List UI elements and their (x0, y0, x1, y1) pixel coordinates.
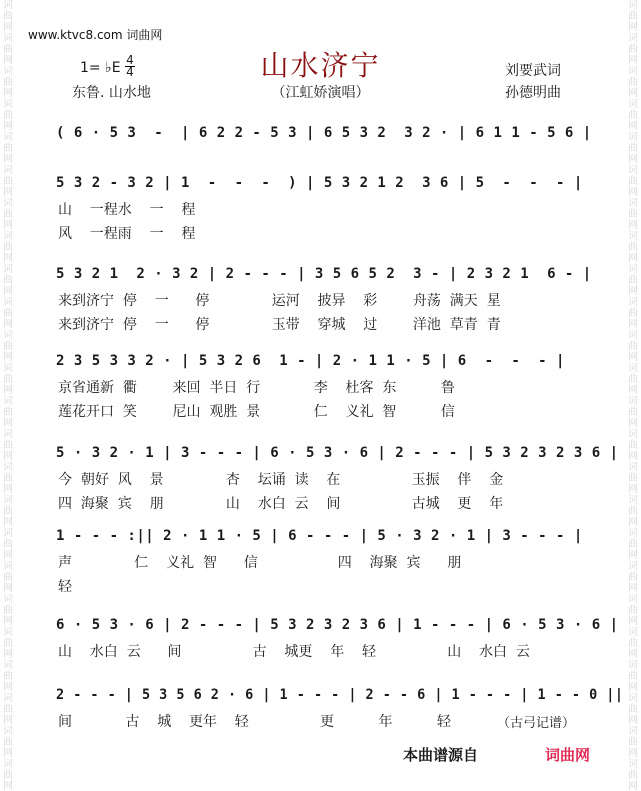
watermark-char: 网 (3, 781, 13, 791)
watermark-char: 网 (3, 88, 13, 99)
score-line-notes: 6 · 5 3 · 6 | 2 - - - | 5 3 2 3 2 3 6 | 1 - - - | 6 · 5 3 · 6 | (56, 617, 619, 633)
watermark-char: 曲 (628, 539, 638, 550)
source-brand[interactable]: 词曲网 (545, 746, 591, 764)
watermark-char: 词 (3, 396, 13, 407)
watermark-char: 词 (3, 66, 13, 77)
watermark-char: 曲 (628, 374, 638, 385)
watermark-char: 词 (3, 726, 13, 737)
watermark-char: 词 (628, 66, 638, 77)
watermark-char: 词 (3, 627, 13, 638)
watermark-char: 网 (628, 484, 638, 495)
watermark-char: 网 (628, 88, 638, 99)
watermark-char: 网 (3, 715, 13, 726)
watermark-char: 词 (628, 462, 638, 473)
watermark-char: 网 (3, 286, 13, 297)
watermark-char: 词 (628, 363, 638, 374)
style-marking: 东鲁. 山水地 (72, 85, 151, 101)
watermark-char: 曲 (3, 440, 13, 451)
watermark-char: 词 (3, 99, 13, 110)
watermark-char: 曲 (3, 110, 13, 121)
watermark-char: 曲 (628, 11, 638, 22)
watermark-char: 网 (628, 649, 638, 660)
watermark-char: 曲 (628, 605, 638, 616)
watermark-char: 曲 (628, 473, 638, 484)
watermark-char: 曲 (3, 638, 13, 649)
lyric-line-verse-1: 间 古 城 更年 轻 更 年 轻 (58, 714, 452, 730)
watermark-char: 曲 (3, 209, 13, 220)
watermark-char: 网 (628, 517, 638, 528)
watermark-char: 词 (628, 132, 638, 143)
watermark-char: 网 (628, 385, 638, 396)
transcriber-credit: （古弓记谱） (497, 716, 576, 731)
watermark-char: 曲 (628, 341, 638, 352)
watermark-char: 曲 (628, 704, 638, 715)
watermark-char: 曲 (3, 572, 13, 583)
watermark-char: 曲 (628, 770, 638, 781)
score-line-notes: 5 · 3 2 · 1 | 3 - - - | 6 · 5 3 · 6 | 2 - - - | 5 3 2 3 2 3 6 | (56, 445, 619, 461)
song-title: 山水济宁 (260, 49, 381, 82)
watermark-char: 曲 (3, 275, 13, 286)
watermark-char: 词 (3, 693, 13, 704)
lyric-line-verse-2: 轻 (58, 579, 72, 595)
meter-bottom: 4 (126, 65, 134, 79)
watermark-char: 曲 (3, 770, 13, 781)
watermark-char: 网 (628, 154, 638, 165)
lyric-line-verse-2: 风 一程雨 一 程 (58, 226, 196, 242)
watermark-char: 曲 (3, 473, 13, 484)
watermark-char: 曲 (628, 671, 638, 682)
watermark-char: 曲 (628, 242, 638, 253)
watermark-char: 网 (628, 22, 638, 33)
watermark-char: 网 (628, 418, 638, 429)
lyric-line-verse-2: 四 海聚 宾 朋 山 水白 云 间 古城 更 年 (58, 496, 504, 512)
watermark-char: 曲 (628, 440, 638, 451)
score-line-notes: 1 - - - :|| 2 · 1 1 · 5 | 6 - - - | 5 · 3 2 · 1 | 3 - - - | (56, 528, 583, 544)
watermark-char: 词 (3, 231, 13, 242)
watermark-char: 网 (3, 649, 13, 660)
watermark-char: 网 (628, 352, 638, 363)
watermark-char: 网 (628, 451, 638, 462)
watermark-char: 网 (3, 154, 13, 165)
watermark-char: 曲 (3, 242, 13, 253)
watermark-char: 网 (628, 616, 638, 627)
watermark-char: 曲 (628, 737, 638, 748)
watermark-char: 网 (628, 286, 638, 297)
watermark-char: 网 (3, 253, 13, 264)
watermark-char: 词 (628, 297, 638, 308)
watermark-char: 词 (3, 132, 13, 143)
watermark-char: 网 (3, 55, 13, 66)
watermark-char: 网 (628, 121, 638, 132)
watermark-char: 网 (3, 352, 13, 363)
watermark-char: 网 (3, 484, 13, 495)
site-url[interactable]: www.ktvc8.com 词曲网 (28, 28, 163, 42)
watermark-char: 曲 (628, 407, 638, 418)
watermark-char: 曲 (628, 143, 638, 154)
lyric-line-verse-2: 莲花开口 笑 尼山 观胜 景 仁 义礼 智 信 (58, 404, 455, 420)
watermark-char: 词 (628, 330, 638, 341)
watermark-char: 曲 (3, 407, 13, 418)
watermark-char: 曲 (3, 506, 13, 517)
watermark-char: 词 (3, 363, 13, 374)
score-line-notes: 2 - - - | 5 3 5 6 2 · 6 | 1 - - - | 2 - - 6 | 1 - - - | 1 - - 0 || (56, 687, 624, 703)
watermark-char: 词 (3, 297, 13, 308)
lyricist: 刘要武词 (505, 63, 561, 79)
watermark-char: 网 (3, 385, 13, 396)
watermark-char: 词 (628, 660, 638, 671)
watermark-char: 词 (3, 198, 13, 209)
watermark-char: 曲 (628, 275, 638, 286)
watermark-char: 曲 (628, 209, 638, 220)
watermark-char: 词 (628, 99, 638, 110)
watermark-char: 曲 (628, 506, 638, 517)
watermark-char: 网 (3, 583, 13, 594)
watermark-char: 网 (628, 715, 638, 726)
score-line-notes: ( 6 · 5 3 - | 6 2 2 - 5 3 | 6 5 3 2 3 2 · | 6 1 1 - 5 6 | (56, 125, 592, 141)
watermark-char: 网 (3, 616, 13, 627)
lyric-line-verse-1: 山 一程水 一 程 (58, 202, 196, 218)
watermark-char: 词 (3, 462, 13, 473)
lyric-line-verse-1: 来到济宁 停 一 停 运河 披异 彩 舟荡 满天 星 (58, 293, 501, 309)
watermark-char: 曲 (3, 341, 13, 352)
watermark-char: 网 (628, 55, 638, 66)
watermark-char: 网 (3, 22, 13, 33)
watermark-char: 词 (3, 495, 13, 506)
score-line-notes: 5 3 2 - 3 2 | 1 - - - ) | 5 3 2 1 2 3 6 | 5 - - - | (56, 175, 583, 191)
key-signature: 1= ♭E (80, 60, 121, 76)
watermark-char: 词 (3, 264, 13, 275)
watermark-char: 曲 (3, 143, 13, 154)
watermark-char: 曲 (3, 11, 13, 22)
watermark-char: 曲 (628, 110, 638, 121)
watermark-char: 网 (628, 781, 638, 791)
watermark-char: 网 (628, 583, 638, 594)
watermark-char: 网 (3, 748, 13, 759)
watermark-char: 词 (628, 693, 638, 704)
watermark-char: 曲 (628, 44, 638, 55)
watermark-char: 曲 (628, 572, 638, 583)
composer: 孙德明曲 (505, 85, 561, 101)
watermark-char: 词 (628, 33, 638, 44)
lyric-line-verse-1: 今 朝好 风 景 杏 坛诵 读 在 玉振 伴 金 (58, 472, 504, 488)
watermark-char: 曲 (3, 704, 13, 715)
watermark-char: 词 (3, 33, 13, 44)
watermark-char: 词 (628, 627, 638, 638)
song-subtitle: （江虹娇演唱） (271, 85, 370, 101)
watermark-char: 曲 (628, 308, 638, 319)
watermark-char: 词 (628, 726, 638, 737)
watermark-char: 曲 (3, 671, 13, 682)
time-signature (125, 55, 135, 78)
watermark-char: 网 (628, 682, 638, 693)
watermark-char: 词 (628, 528, 638, 539)
watermark-char: 网 (628, 319, 638, 330)
watermark-char: 网 (3, 451, 13, 462)
watermark-char: 词 (628, 231, 638, 242)
lyric-line-verse-2: 来到济宁 停 一 停 玉带 穿城 过 洋池 草青 青 (58, 317, 501, 333)
watermark-char: 网 (628, 748, 638, 759)
watermark-char: 网 (628, 253, 638, 264)
watermark-char: 网 (3, 220, 13, 231)
watermark-char: 词 (628, 759, 638, 770)
watermark-char: 曲 (3, 44, 13, 55)
watermark-char: 词 (628, 0, 638, 11)
watermark-char: 词 (3, 528, 13, 539)
watermark-char: 网 (3, 517, 13, 528)
watermark-char: 网 (628, 220, 638, 231)
watermark-char: 词 (628, 396, 638, 407)
watermark-char: 词 (3, 561, 13, 572)
watermark-left (0, 0, 16, 791)
watermark-char: 词 (3, 429, 13, 440)
watermark-char: 曲 (3, 737, 13, 748)
watermark-char: 网 (3, 682, 13, 693)
watermark-char: 词 (628, 264, 638, 275)
watermark-char: 词 (3, 330, 13, 341)
lyric-line-verse-1: 山 水白 云 间 古 城更 年 轻 山 水白 云 (58, 644, 530, 660)
watermark-char: 网 (628, 187, 638, 198)
watermark-char: 曲 (3, 77, 13, 88)
watermark-char: 词 (3, 165, 13, 176)
watermark-char: 网 (3, 187, 13, 198)
watermark-char: 曲 (628, 638, 638, 649)
watermark-char: 网 (3, 418, 13, 429)
watermark-char: 网 (628, 550, 638, 561)
lyric-line-verse-1: 京省通新 衢 来回 半日 行 李 杜客 东 鲁 (58, 380, 455, 396)
watermark-char: 曲 (628, 176, 638, 187)
watermark-right (625, 0, 641, 791)
watermark-char: 词 (628, 429, 638, 440)
watermark-char: 词 (3, 759, 13, 770)
watermark-char: 曲 (3, 308, 13, 319)
watermark-char: 网 (3, 550, 13, 561)
watermark-char: 词 (628, 165, 638, 176)
score-line-notes: 2 3 5 3 3 2 · | 5 3 2 6 1 - | 2 · 1 1 · 5 | 6 - - - | (56, 353, 565, 369)
watermark-char: 词 (628, 495, 638, 506)
watermark-char: 词 (628, 594, 638, 605)
watermark-char: 曲 (628, 77, 638, 88)
watermark-char: 词 (3, 660, 13, 671)
watermark-char: 曲 (3, 374, 13, 385)
meter-top: 4 (126, 53, 134, 67)
watermark-char: 曲 (3, 176, 13, 187)
watermark-char: 曲 (3, 539, 13, 550)
lyric-line-verse-1: 声 仁 义礼 智 信 四 海聚 宾 朋 (58, 555, 462, 571)
watermark-char: 曲 (3, 605, 13, 616)
watermark-char: 网 (3, 319, 13, 330)
score-line-notes: 5 3 2 1 2 · 3 2 | 2 - - - | 3 5 6 5 2 3 - | 2 3 2 1 6 - | (56, 266, 592, 282)
watermark-char: 词 (3, 0, 13, 11)
watermark-char: 词 (628, 561, 638, 572)
watermark-char: 网 (3, 121, 13, 132)
watermark-char: 词 (3, 594, 13, 605)
watermark-char: 词 (628, 198, 638, 209)
source-label: 本曲谱源自 (403, 746, 479, 764)
